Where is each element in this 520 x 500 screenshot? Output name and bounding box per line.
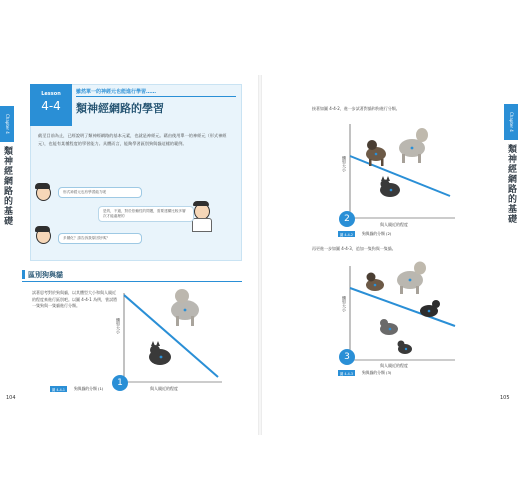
- intro-paragraph: 截至目前為止，已經說明了類神經網路的基本元素，也就是神經元。藉由使用單一的神經元（形式神經元），也能有某種程度的學習能力。具體而言，能夠學習區別狗與貓這樣的範例。: [38, 133, 227, 146]
- fig1-y-label: 體型大小: [116, 318, 121, 334]
- fig2-dog-large: [399, 128, 428, 163]
- left-paragraph: 試著思考對於狗與貓，以其體型大小和與人親近的程度來進行區別吧。以圖 4-4-1 為例，嘗試將一隻狗與一隻貓進行分類。: [32, 290, 118, 308]
- fig2-dog-small: [366, 140, 386, 166]
- fig1-marker: 1: [112, 375, 128, 391]
- fig3-dog-large: [397, 262, 426, 295]
- speech-bubble-2: 是的，不過，對於依賴性的問題，需要建構比較多層次才能處理的: [98, 206, 194, 222]
- fig1-caption: 狗與貓的分類 (1): [74, 386, 104, 391]
- fig3-cat-black: [398, 341, 413, 355]
- fig3-caption: 狗與貓的分類 (3): [362, 370, 392, 375]
- lesson-number: 4-4: [41, 99, 61, 113]
- fig3-dog-black: [420, 300, 440, 317]
- fig3-y-label: 體型大小: [342, 296, 347, 312]
- lesson-subtitle: 雖然單一的神經元也能進行學習……: [76, 89, 157, 95]
- speech-bubble-1: 形式神經元也有學習能力呢: [58, 187, 142, 198]
- fig3-dog-small: [366, 273, 384, 292]
- chapter-tab-right: Chapter 4: [504, 104, 518, 140]
- fig2-x-label: 與人親近的程度: [380, 222, 408, 227]
- fig3-cat-gray: [380, 319, 398, 335]
- lesson-word: Lesson: [41, 91, 61, 97]
- right-paragraph-1: 接著如圖 4-4-2，進一步試著對貓和狗進行分類。: [312, 106, 400, 111]
- fig2-y-label: 體型大小: [342, 156, 347, 172]
- side-title-right: 類神經網路的基礎: [506, 144, 516, 224]
- section-title: 區別狗與貓: [28, 271, 63, 279]
- fig3-tag: 圖 4-4-3: [340, 371, 354, 376]
- fig2-caption: 狗與貓的分類 (2): [362, 231, 392, 236]
- fig2-cat: [380, 176, 400, 197]
- chapter-tab-left: Chapter 4: [0, 106, 14, 142]
- fig1-x-label: 與人親近的程度: [150, 386, 178, 391]
- fig2-tag: 圖 4-4-2: [340, 232, 354, 237]
- right-paragraph-2: 再更進一步如圖 4-4-3，追加一隻狗與一隻貓。: [312, 246, 396, 251]
- fig3-marker: 3: [339, 349, 355, 365]
- side-title-left: 類神經網路的基礎: [2, 146, 12, 226]
- page-number-left: 104: [6, 395, 16, 401]
- page-number-right: 105: [500, 395, 510, 401]
- fig3-x-label: 與人親近的程度: [380, 363, 408, 368]
- fig1-tag: 圖 4-4-1: [52, 387, 66, 392]
- fig2-marker: 2: [339, 211, 355, 227]
- speech-bubble-3: 多層化？請告訴我原因好嗎？: [58, 233, 142, 244]
- lesson-title: 類神經網路的學習: [76, 102, 164, 115]
